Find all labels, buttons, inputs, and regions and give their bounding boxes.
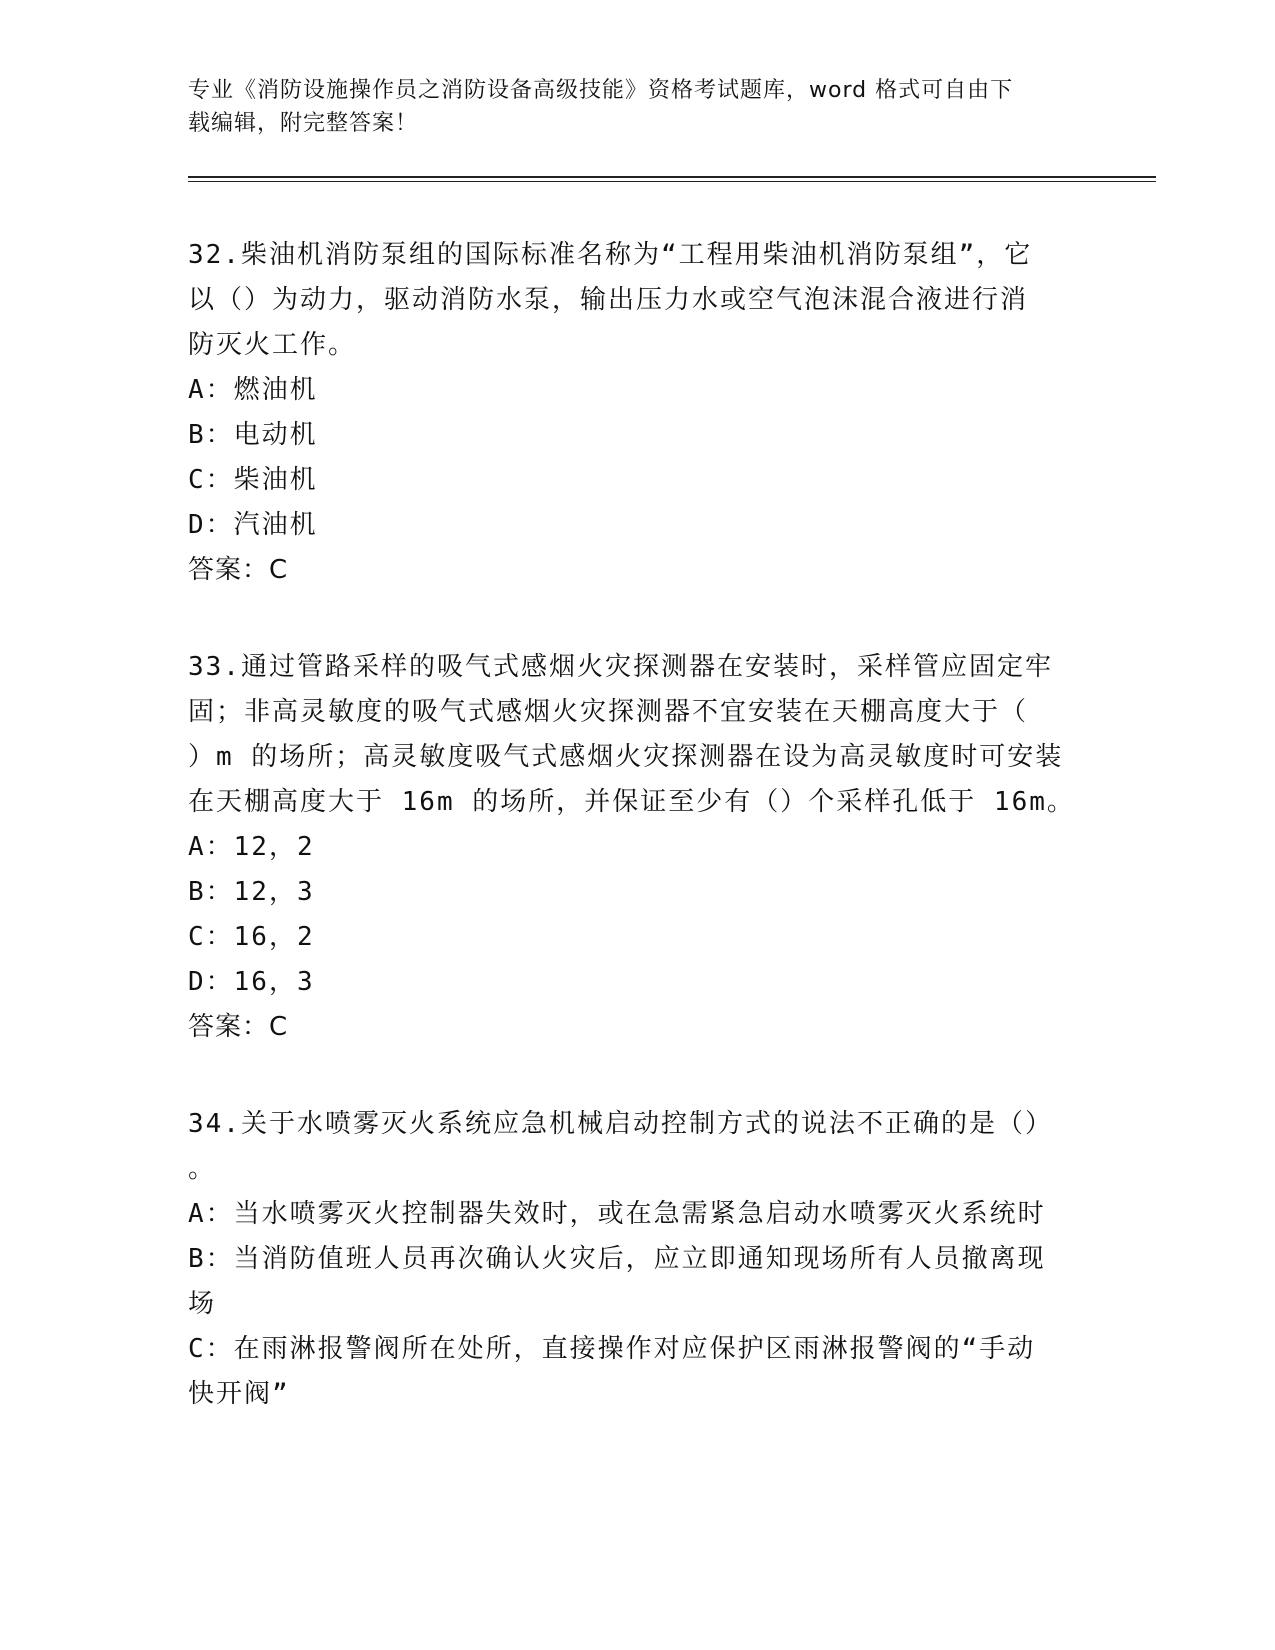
option-d: D：16，3 [188, 967, 315, 997]
question-line: 防灭火工作。 [188, 330, 357, 360]
header-divider-thin [188, 181, 1156, 182]
option-b-continued: 场 [188, 1289, 217, 1319]
option-b: B：电动机 [188, 420, 318, 450]
question-line: ）m 的场所；高灵敏度吸气式感烟火灾探测器在设为高灵敏度时可安装 [188, 742, 1064, 772]
answer-line: 答案：C [188, 1012, 289, 1042]
question-line: 34.关于水喷雾灭火系统应急机械启动控制方式的说法不正确的是（） [188, 1109, 1053, 1139]
option-d: D：汽油机 [188, 510, 318, 540]
question-line: 32.柴油机消防泵组的国际标准名称为“工程用柴油机消防泵组”，它 [188, 240, 1033, 270]
answer-line: 答案：C [188, 555, 289, 585]
question-text [188, 1102, 1088, 1192]
question-text [188, 233, 1088, 368]
question-32 [188, 233, 1088, 593]
question-line: 在天棚高度大于 16m 的场所，并保证至少有（）个采样孔低于 16m。 [188, 787, 1075, 817]
header-line-2: 载编辑，附完整答案！ [188, 111, 419, 136]
question-33 [188, 645, 1088, 1050]
option-a: A：当水喷雾灭火控制器失效时，或在急需紧急启动水喷雾灭火系统时 [188, 1199, 1046, 1229]
question-34 [188, 1102, 1088, 1417]
question-line: 固；非高灵敏度的吸气式感烟火灾探测器不宜安装在天棚高度大于（ [188, 697, 1029, 727]
document-header [188, 74, 1088, 140]
option-c: C：在雨淋报警阀所在处所，直接操作对应保护区雨淋报警阀的“手动 [188, 1334, 1036, 1364]
option-b: B：当消防值班人员再次确认火灾后，应立即通知现场所有人员撤离现 [188, 1244, 1046, 1274]
option-b: B：12，3 [188, 877, 315, 907]
question-line: 33.通过管路采样的吸气式感烟火灾探测器在安装时，采样管应固定牢 [188, 652, 1053, 682]
question-text [188, 645, 1088, 825]
option-c-continued: 快开阀” [188, 1379, 290, 1409]
question-line: 以（）为动力，驱动消防水泵，输出压力水或空气泡沫混合液进行消 [188, 285, 1029, 315]
question-line: 。 [188, 1154, 217, 1184]
header-divider-thick [188, 176, 1156, 178]
header-line-1: 专业《消防设施操作员之消防设备高级技能》资格考试题库，word 格式可自由下 [188, 78, 1014, 103]
option-c: C：柴油机 [188, 465, 318, 495]
option-a: A：燃油机 [188, 375, 318, 405]
option-a: A：12，2 [188, 832, 315, 862]
option-c: C：16，2 [188, 922, 315, 952]
